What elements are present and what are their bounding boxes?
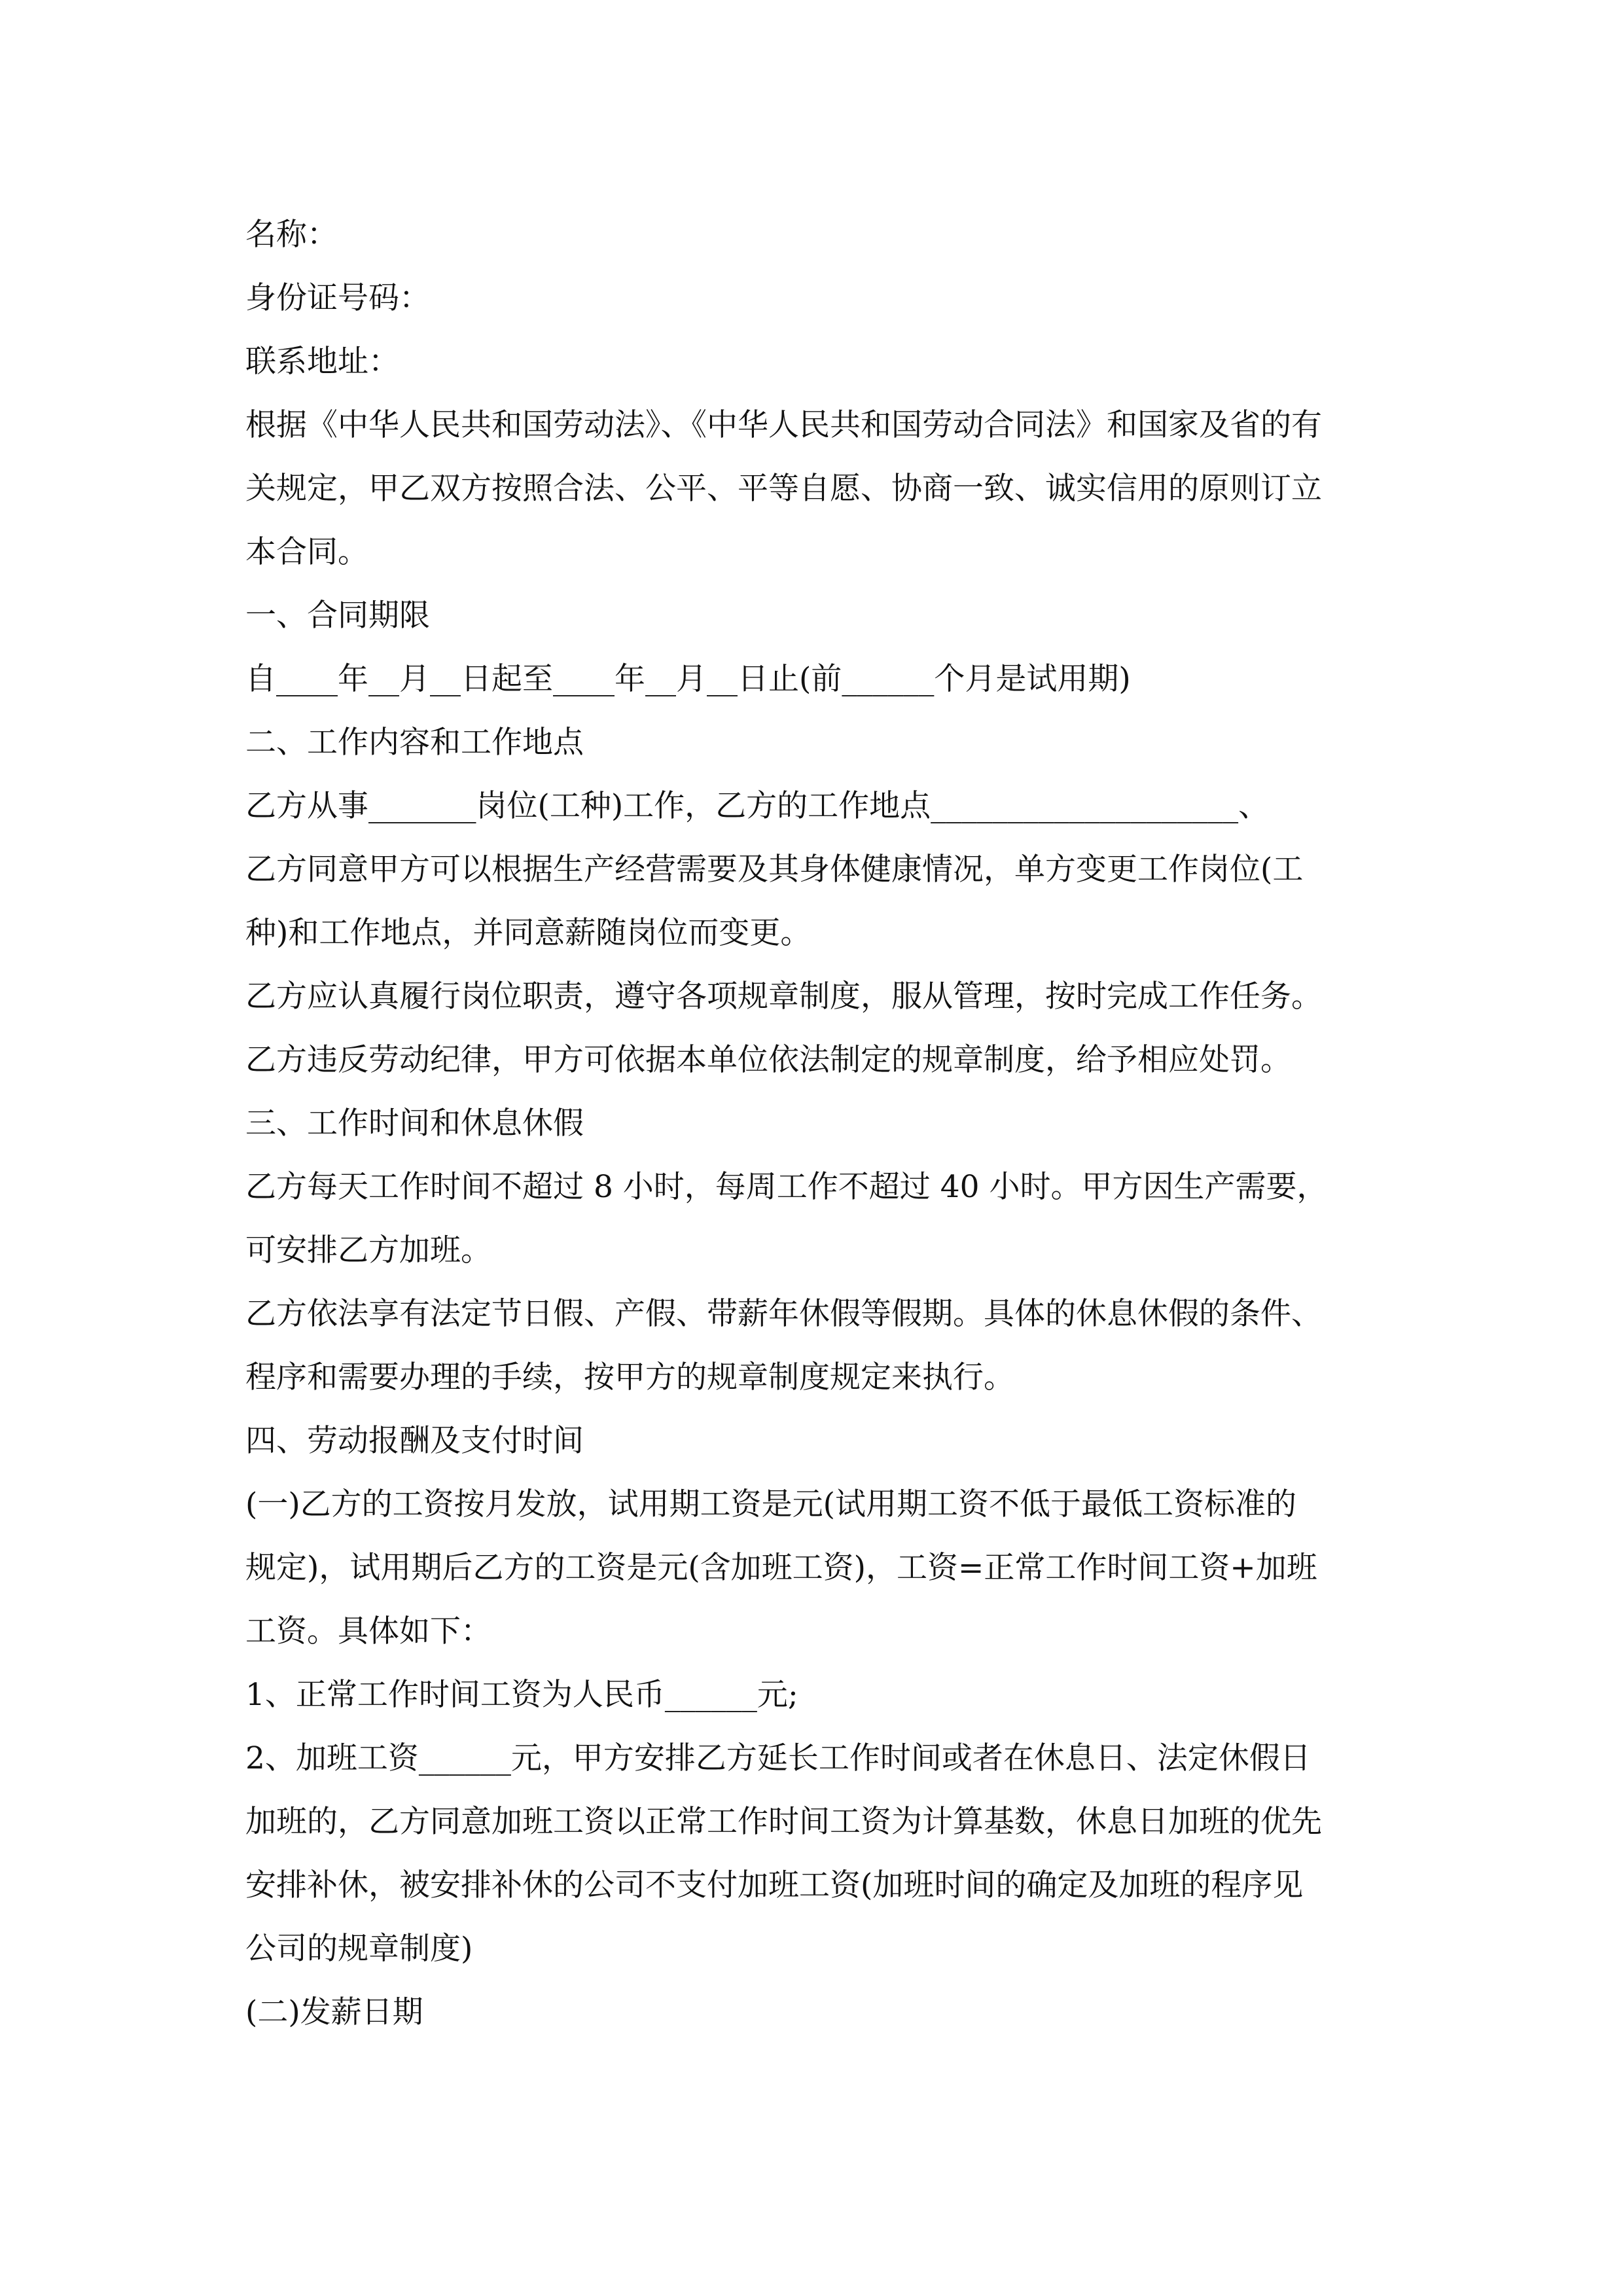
remuneration-item-1: 1、正常工作时间工资为人民币______元; (245, 1677, 798, 1713)
work-content-line-2: 乙方同意甲方可以根据生产经营需要及其身体健康情况，单方变更工作岗位(工 (245, 852, 1304, 888)
remuneration-line-1: (一)乙方的工资按月发放，试用期工资是元(试用期工资不低于最低工资标准的 (245, 1486, 1297, 1522)
contact-address-field-label: 联系地址： (245, 344, 399, 380)
work-content-line-5: 乙方违反劳动纪律，甲方可依据本单位依法制定的规章制度，给予相应处罚。 (245, 1042, 1291, 1078)
remuneration-item-2-line-4: 公司的规章制度) (245, 1931, 473, 1967)
section-heading-remuneration: 四、劳动报酬及支付时间 (245, 1423, 584, 1459)
section-heading-working-hours: 三、工作时间和休息休假 (245, 1105, 584, 1141)
name-field-label: 名称： (245, 217, 338, 253)
preamble-line-1: 根据《中华人民共和国劳动法》、《中华人民共和国劳动合同法》和国家及省的有 (245, 407, 1322, 443)
contract-term-line: 自____年__月__日起至____年__月__日止(前______个月是试用期) (245, 661, 1131, 697)
working-hours-line-1: 乙方每天工作时间不超过 8 小时，每周工作不超过 40 小时。甲方因生产需要， (245, 1169, 1328, 1205)
id-number-field-label: 身份证号码： (245, 280, 430, 316)
work-content-line-3: 种)和工作地点，并同意薪随岗位而变更。 (245, 915, 812, 951)
working-hours-line-4: 程序和需要办理的手续，按甲方的规章制度规定来执行。 (245, 1359, 1014, 1395)
remuneration-line-3: 工资。具体如下： (245, 1613, 491, 1649)
preamble-line-3: 本合同。 (245, 534, 368, 570)
working-hours-line-2: 可安排乙方加班。 (245, 1232, 491, 1268)
remuneration-item-2-line-2: 加班的，乙方同意加班工资以正常工作时间工资为计算基数，休息日加班的优先 (245, 1804, 1322, 1840)
section-heading-work-content: 二、工作内容和工作地点 (245, 725, 584, 761)
preamble-line-2: 关规定，甲乙双方按照合法、公平、平等自愿、协商一致、诚实信用的原则订立 (245, 471, 1322, 507)
working-hours-line-3: 乙方依法享有法定节日假、产假、带薪年休假等假期。具体的休息休假的条件、 (245, 1296, 1322, 1332)
section-heading-contract-term: 一、合同期限 (245, 598, 430, 634)
remuneration-item-2-line-3: 安排补休，被安排补休的公司不支付加班工资(加班时间的确定及加班的程序见 (245, 1867, 1304, 1903)
document-body (245, 203, 1391, 2044)
remuneration-line-2: 规定)，试用期后乙方的工资是元(含加班工资)，工资=正常工作时间工资+加班 (245, 1550, 1317, 1586)
work-content-line-1: 乙方从事_______岗位(工种)工作，乙方的工作地点____________________、 (245, 788, 1270, 824)
remuneration-item-2-line-1: 2、加班工资______元，甲方安排乙方延长工作时间或者在休息日、法定休假日 (245, 1740, 1311, 1776)
work-content-line-4: 乙方应认真履行岗位职责，遵守各项规章制度，服从管理，按时完成工作任务。 (245, 978, 1322, 1014)
payday-heading: (二)发薪日期 (245, 1994, 423, 2030)
